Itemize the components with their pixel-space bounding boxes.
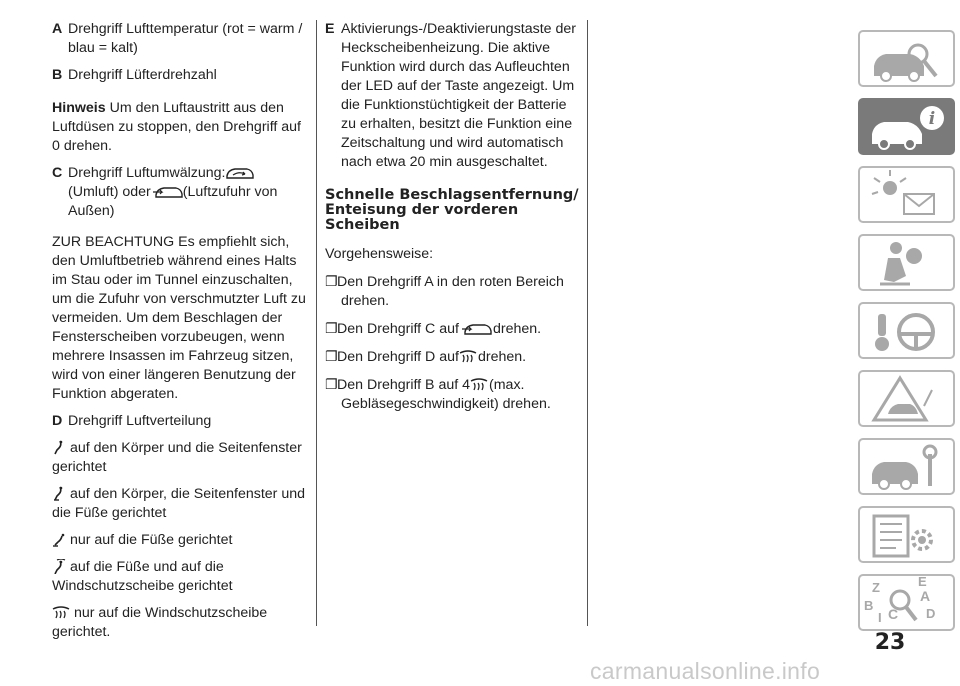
- air-body-feet-icon: [52, 486, 66, 501]
- checkbox-icon: ❐: [325, 348, 338, 364]
- checkbox-icon: ❐: [325, 376, 338, 392]
- middle-column: [325, 20, 583, 422]
- mode-feet: nur auf die Füße gerichtet: [52, 531, 310, 550]
- road-warning-car-icon: [860, 372, 955, 427]
- section-heading: Schnelle Beschlagsentfernung/ Enteisung der vorderen Scheiben: [325, 187, 579, 233]
- tab-maintenance[interactable]: [858, 438, 955, 495]
- item-d: D Drehgriff Luftverteilung: [52, 413, 212, 429]
- index-letter: B: [864, 598, 874, 613]
- item-c: C Drehgriff Luftumwälzung: (Umluft) oder (Luftzufuhr von Außen): [52, 165, 278, 219]
- document-gear-icon: [860, 508, 955, 563]
- step-2: ❐Den Drehgriff C auf drehen.: [325, 320, 542, 337]
- tab-technical-data[interactable]: [858, 506, 955, 563]
- item-e: E Aktivierungs-/Deaktivierungstaste der Heckscheibenheizung. Die aktive Funktion wird durch das Aufleuchten der LED auf der Taste angezeigt. Um die Funktionstüchtigkeit der Batterie zu erhalten, besitzt die Funktion eine Zeitschaltung und wird automatisch nach etwa 20 min ausgeschaltet.: [325, 21, 576, 170]
- page-number: 23: [874, 630, 906, 655]
- column-divider-left: [316, 20, 317, 626]
- defrost-windscreen-icon: [52, 606, 70, 620]
- tab-warning-lights[interactable]: [858, 166, 955, 223]
- tab-emergency[interactable]: [858, 370, 955, 427]
- tab-car-info[interactable]: [858, 98, 955, 155]
- watermark: carmanualsonline.info: [590, 658, 821, 684]
- procedure-label: Vorgehensweise:: [325, 246, 434, 262]
- left-column: [52, 20, 310, 650]
- index-letter: A: [920, 588, 931, 604]
- checkbox-icon: ❐: [325, 320, 338, 336]
- mode-body-windows-feet: auf den Körper, die Seitenfenster und die Füße gerichtet: [52, 486, 306, 521]
- index-letter: C: [888, 606, 899, 622]
- mode-feet-windscreen: auf die Füße und auf die Windschutzscheibe gerichtet: [52, 559, 233, 594]
- column-divider-right: [587, 20, 588, 626]
- tab-index[interactable]: [858, 574, 955, 631]
- fan-speed-icon: [470, 378, 489, 392]
- checkbox-icon: ❐: [325, 273, 338, 289]
- key-steering-wheel-icon: [860, 304, 955, 359]
- index-letter: Z: [872, 580, 880, 595]
- mode-body-windows: auf den Körper und die Seitenfenster gerichtet: [52, 440, 302, 475]
- defrost-windscreen-icon: [459, 350, 478, 364]
- tab-safety[interactable]: [858, 234, 955, 291]
- fresh-air-icon: [151, 185, 183, 199]
- car-wrench-icon: [860, 440, 955, 495]
- item-a: A Drehgriff Lufttemperatur (rot = warm / blau = kalt): [52, 21, 303, 56]
- tab-starting-driving[interactable]: [858, 302, 955, 359]
- index-letter: D: [926, 606, 936, 621]
- note-paragraph: ZUR BEACHTUNG Es empfiehlt sich, den Umluftbetrieb während eines Halts im Stau oder im Tunnel einzuschalten, um die Zufuhr von verschmutzter Luft zu vermeiden. Um dem Beschlagen der Fensterscheiben vorzubeugen, wenn mehrere Insassen im Fahrzeug sitzen, wird von einer längeren Benutzung der Funktion abgeraten.: [52, 234, 306, 402]
- car-info-icon: [860, 100, 955, 155]
- svg-text:i: i: [928, 109, 936, 129]
- air-feet-windscreen-icon: [52, 559, 66, 574]
- index-letter: E: [918, 574, 927, 589]
- air-body-icon: [52, 440, 66, 455]
- recirculation-icon: [225, 166, 257, 180]
- index-letter: I: [878, 610, 882, 625]
- fresh-air-icon: [459, 322, 493, 336]
- hinweis-paragraph: Hinweis Um den Luftaustritt aus den Luftdüsen zu stoppen, den Drehgriff auf 0 drehen.: [52, 100, 301, 154]
- air-feet-icon: [52, 532, 66, 547]
- warning-light-envelope-icon: [860, 168, 955, 223]
- item-b: B Drehgriff Lüfterdrehzahl: [52, 67, 217, 83]
- step-4: ❐Den Drehgriff B auf 4 (max. Gebläsegeschwindigkeit) drehen.: [325, 376, 551, 412]
- step-3: ❐Den Drehgriff D auf drehen.: [325, 348, 527, 365]
- mode-windscreen: nur auf die Windschutzscheibe gerichtet.: [52, 605, 268, 640]
- airbag-passenger-icon: [860, 236, 955, 291]
- step-1: ❐Den Drehgriff A in den roten Bereich drehen.: [325, 273, 564, 309]
- car-search-icon: [860, 32, 955, 87]
- tab-car-search[interactable]: [858, 30, 955, 87]
